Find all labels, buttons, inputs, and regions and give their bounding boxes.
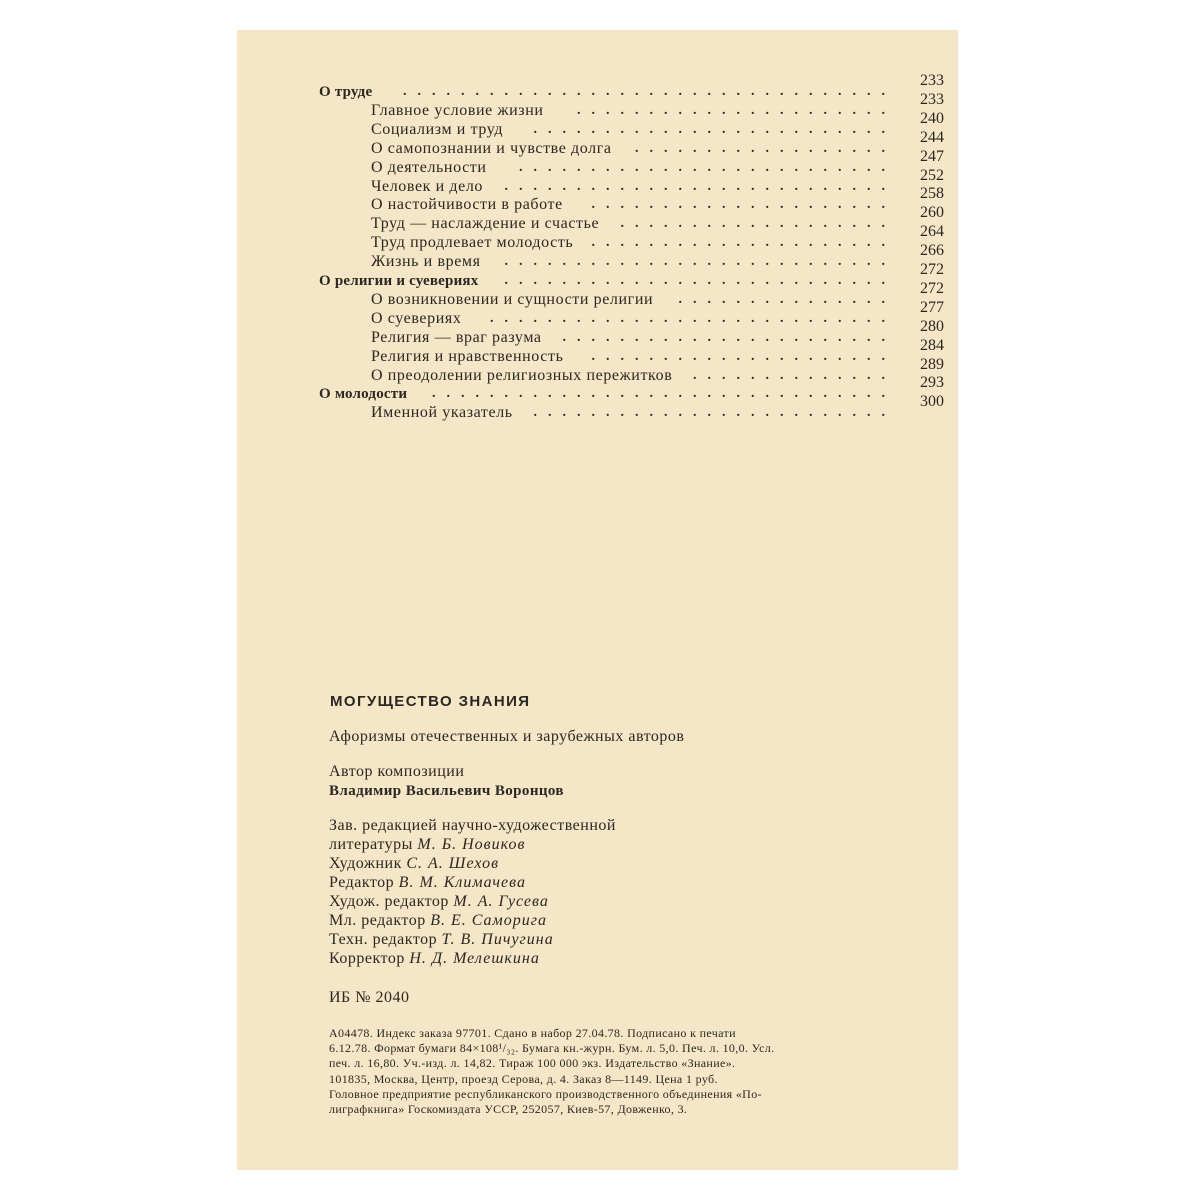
book-subtitle: Афоризмы отечественных и зарубежных авторов — [329, 728, 685, 745]
imprint-line: А04478. Индекс заказа 97701. Сдано в набор 27.04.78. Подписано к печати — [329, 1026, 736, 1040]
staff-role: Редактор — [329, 874, 395, 891]
imprint-line: 6.12.78. Формат бумаги 84×108¹/₃₂. Бумага кн.-журн. Бум. л. 5,0. Печ. л. 10,0. Усл. — [329, 1041, 775, 1056]
toc-page-number: 266 — [920, 242, 944, 260]
imprint-line: 101835, Москва, Центр, проезд Серова, д. 4. Заказ 8—1149. Цена 1 руб. — [329, 1071, 718, 1086]
author-name: Владимир Васильевич Воронцов — [329, 783, 564, 799]
toc-entry-title: О настойчивости в работе — [371, 196, 563, 214]
toc-page-number: 233 — [920, 72, 944, 89]
staff-line — [329, 911, 547, 931]
staff-role: литературы — [329, 836, 413, 853]
staff-role: Художник — [329, 855, 402, 872]
staff-name: С. А. Шехов — [406, 855, 500, 872]
toc-leader-dots: .................. — [635, 140, 896, 156]
toc-entry-title: Именной указатель — [371, 404, 513, 422]
toc-leader-dots: ..................... — [591, 235, 896, 251]
toc-entry-title: Религия и нравственность — [371, 347, 564, 365]
toc-page-number: 247 — [920, 147, 944, 165]
imprint-line: Головное предприятие республиканского производственного объединения «По- — [329, 1086, 762, 1101]
toc-entry-title: Труд — наслаждение и счастье — [371, 215, 600, 233]
toc-entry-title: Труд продлевает молодость — [371, 234, 574, 252]
toc-leader-dots: ................... — [620, 216, 896, 232]
toc-leader-dots: .......................... — [519, 159, 896, 175]
toc-entry-title: О преодолении религиозных пережитков — [371, 366, 673, 384]
toc-entry-title: О суевериях — [371, 309, 462, 327]
toc-entry-title: Главное условие жизни — [371, 101, 544, 119]
staff-name: М. Б. Новиков — [417, 836, 526, 853]
toc-leader-dots: ......................... — [533, 405, 896, 421]
toc-leader-dots: ....................... — [562, 329, 896, 345]
staff-role: Техн. редактор — [329, 931, 438, 948]
toc-leader-dots: ..................... — [591, 197, 896, 213]
toc-leader-dots: ......................... — [533, 121, 896, 137]
staff-name: В. М. Климачева — [398, 874, 526, 891]
toc-entry-title: Жизнь и время — [371, 253, 481, 271]
staff-line — [329, 930, 554, 950]
toc-page-number: 272 — [920, 261, 944, 278]
staff-name: Т. В. Пичугина — [441, 931, 554, 948]
book-page — [237, 30, 958, 1170]
toc-leader-dots: ........................... — [504, 273, 896, 288]
toc-entry-title: Человек и дело — [371, 177, 484, 195]
staff-role: Зав. редакцией научно-художественной — [329, 817, 616, 834]
toc-entry — [237, 72, 958, 102]
toc-section-title: О молодости — [319, 386, 408, 403]
toc-leader-dots: ............... — [678, 291, 896, 307]
toc-entry-title: О деятельности — [371, 158, 487, 176]
toc-page-number: 240 — [920, 109, 944, 127]
toc-entry-title: Религия — враг разума — [371, 328, 542, 346]
ib-number: ИБ № 2040 — [329, 989, 410, 1006]
toc-leader-dots: ...................... — [577, 102, 896, 118]
staff-role: Корректор — [329, 950, 405, 967]
toc-section-title: О труде — [319, 84, 373, 100]
toc-leader-dots: .................................. — [403, 84, 896, 99]
toc-leader-dots: .............. — [693, 367, 896, 383]
toc-leader-dots: ............................ — [490, 310, 896, 326]
toc-page-number: 289 — [920, 355, 944, 373]
staff-role: Худож. редактор — [329, 893, 449, 910]
toc-page-number: 277 — [920, 298, 944, 316]
toc-page-number: 258 — [920, 185, 944, 203]
staff-name: М. А. Гусева — [453, 893, 549, 910]
toc-leader-dots: ..................... — [591, 348, 896, 364]
staff-line — [329, 816, 616, 836]
toc-page-number: 300 — [920, 393, 944, 411]
toc-page-number: 244 — [920, 128, 944, 146]
toc-entry-title: Социализм и труд — [371, 120, 504, 138]
imprint-line: печ. л. 16,80. Уч.-изд. л. 14,82. Тираж 100 000 экз. Издательство «Знание». — [329, 1056, 736, 1071]
toc-entry-title: О возникновении и сущности религии — [371, 290, 654, 308]
toc-page-number: 272 — [920, 279, 944, 297]
toc-page-number: 284 — [920, 336, 944, 354]
toc-leader-dots: ........................... — [504, 254, 896, 270]
toc-leader-dots: ................................ — [432, 386, 896, 402]
staff-name: Н. Д. Мелешкина — [409, 950, 540, 967]
toc-page-number: 293 — [920, 374, 944, 392]
toc-section-title: О религии и суевериях — [319, 273, 479, 289]
staff-name: В. Е. Саморига — [430, 912, 547, 929]
toc-page-number: 264 — [920, 223, 944, 241]
toc-page-number: 280 — [920, 317, 944, 335]
staff-line — [329, 835, 525, 855]
toc-page-number: 252 — [920, 166, 944, 184]
staff-role: Мл. редактор — [329, 912, 426, 929]
staff-line — [329, 949, 540, 969]
imprint-line: лиграфкнига» Госкомиздата УССР, 252057, Киев-57, Довженко, 3. — [329, 1102, 688, 1116]
toc-page-number: 233 — [920, 90, 944, 108]
staff-line — [329, 854, 499, 874]
toc-entry-title: О самопознании и чувстве долга — [371, 139, 612, 157]
book-title: МОГУЩЕСТВО ЗНАНИЯ — [330, 693, 531, 710]
toc-page-number: 260 — [920, 204, 944, 222]
staff-line — [329, 892, 549, 912]
toc-leader-dots: ........................... — [504, 178, 896, 194]
author-role: Автор композиции — [329, 763, 465, 780]
staff-line — [329, 873, 526, 893]
